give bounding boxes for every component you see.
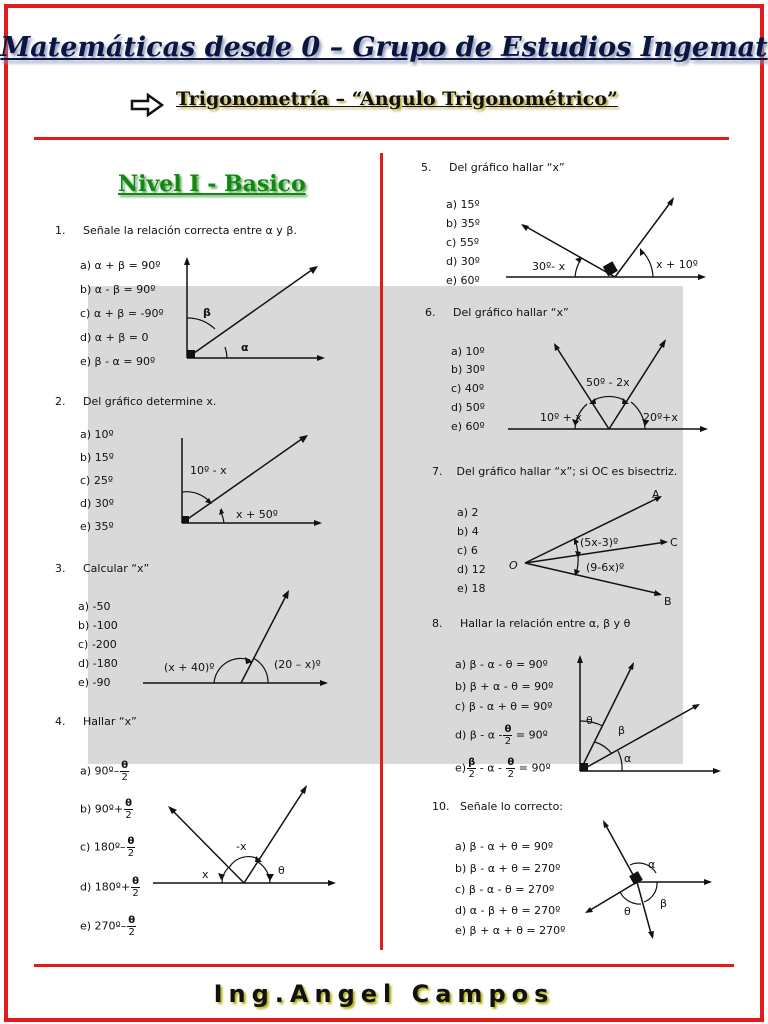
option: a) -50	[78, 600, 111, 613]
option: b) 30º	[451, 363, 485, 376]
option: d) 30º	[446, 255, 480, 268]
angle-label: θ	[278, 864, 285, 877]
option: e) β - α = 90º	[80, 355, 156, 368]
question-5: 5. Del gráfico hallar “x”	[421, 161, 565, 174]
option: c) β - α - θ = 270º	[455, 883, 555, 896]
question-6: 6. Del gráfico hallar “x”	[425, 306, 569, 319]
option: b) β + α - θ = 90º	[455, 680, 554, 693]
question-7: 7. Del gráfico hallar “x”; si OC es bisectriz.	[432, 465, 678, 478]
option: a) α + β = 90º	[80, 259, 161, 272]
option: d) α + β = 0	[80, 331, 149, 344]
option: c) 55º	[446, 236, 480, 249]
option: e) 60º	[446, 274, 480, 287]
option: b) 90º+ $\frac{\theta}{2}$	[80, 798, 133, 821]
option: d) 12	[457, 563, 486, 576]
angle-label: (5x-3)º	[580, 536, 619, 549]
angle-label: 10º + x	[540, 411, 582, 424]
option: c) -200	[78, 638, 117, 651]
page-subtitle: Trigonometría – “Angulo Trigonométrico”	[176, 88, 618, 110]
right-arrow-icon	[130, 93, 164, 117]
angle-label: β	[660, 897, 668, 910]
option: d) -180	[78, 657, 118, 670]
option: d) α - β + θ = 270º	[455, 904, 561, 917]
page-title: Matemáticas desde 0 – Grupo de Estudios Ingemat	[0, 32, 768, 63]
point-label: B	[664, 595, 672, 608]
angle-label: (x + 40)º	[164, 661, 215, 674]
bottom-divider	[34, 964, 734, 967]
option: d) 180º+ $\frac{\theta}{2}$	[80, 876, 140, 899]
column-divider	[380, 153, 383, 950]
angle-label: (20 – x)º	[274, 658, 321, 671]
option: c) 180º– $\frac{\theta}{2}$	[80, 836, 135, 859]
option: e) 35º	[80, 520, 114, 533]
option: c) α + β = -90º	[80, 307, 164, 320]
figure-q10	[582, 815, 714, 943]
option: b) -100	[78, 619, 118, 632]
option: b) α - β = 90º	[80, 283, 156, 296]
angle-label: β	[618, 724, 626, 737]
option: a) 10º	[80, 428, 114, 441]
level-heading: Nivel I - Basico	[118, 171, 306, 197]
angle-label: (9-6x)º	[586, 561, 625, 574]
angle-label: α	[648, 858, 656, 871]
option: b) 15º	[80, 451, 114, 464]
figure-q4	[148, 782, 338, 890]
option: e) $\frac{\beta}{2}$ - α - $\frac{\theta}{2}$ = 90º	[455, 757, 551, 780]
angle-label: θ	[586, 714, 593, 727]
angle-label: θ	[624, 905, 631, 918]
option: c) 40º	[451, 382, 485, 395]
point-label: A	[652, 488, 660, 501]
option: b) 4	[457, 525, 479, 538]
option: c) 25º	[80, 474, 114, 487]
option: c) 6	[457, 544, 478, 557]
angle-label: 10º - x	[190, 464, 227, 477]
point-label: C	[670, 536, 678, 549]
option: e) β + α + θ = 270º	[455, 924, 566, 937]
option: a) β - α + θ = 90º	[455, 840, 554, 853]
option: a) 15º	[446, 198, 480, 211]
option: e) 60º	[451, 420, 485, 433]
option: b) β - α + θ = 270º	[455, 862, 561, 875]
question-2: 2. Del gráfico determine x.	[55, 395, 217, 408]
angle-label: β	[203, 306, 211, 319]
figure-q3	[138, 586, 333, 691]
angle-label: 20º+x	[643, 411, 678, 424]
option: d) β - α - $\frac{\theta}{2}$ = 90º	[455, 724, 548, 747]
question-8: 8. Hallar la relación entre α, β y θ	[432, 617, 631, 630]
angle-label: -x	[236, 840, 247, 853]
option: e) -90	[78, 676, 111, 689]
angle-label: 50º - 2x	[586, 376, 630, 389]
option: a) 2	[457, 506, 479, 519]
angle-label: x	[202, 868, 209, 881]
angle-label: x + 10º	[656, 258, 698, 271]
option: a) β - α - θ = 90º	[455, 658, 548, 671]
question-3: 3. Calcular “x”	[55, 562, 150, 575]
option: e) 270º– $\frac{\theta}{2}$	[80, 915, 136, 938]
option: e) 18	[457, 582, 486, 595]
question-1: 1. Señale la relación correcta entre α y β.	[55, 224, 297, 237]
angle-label: α	[241, 341, 249, 354]
question-4: 4. Hallar “x”	[55, 715, 137, 728]
figure-q1	[175, 255, 335, 370]
angle-label: 30º- x	[532, 260, 566, 273]
option: c) β - α + θ = 90º	[455, 700, 553, 713]
angle-label: α	[624, 752, 632, 765]
option: a) 90º– $\frac{\theta}{2}$	[80, 760, 129, 783]
question-10: 10. Señale lo correcto:	[432, 800, 564, 813]
angle-label: x + 50º	[236, 508, 278, 521]
option: d) 50º	[451, 401, 485, 414]
author-footer: Ing.Angel Campos	[213, 980, 555, 1008]
point-label: O	[509, 559, 518, 572]
option: a) 10º	[451, 345, 485, 358]
top-divider	[34, 137, 729, 140]
option: d) 30º	[80, 497, 114, 510]
option: b) 35º	[446, 217, 480, 230]
